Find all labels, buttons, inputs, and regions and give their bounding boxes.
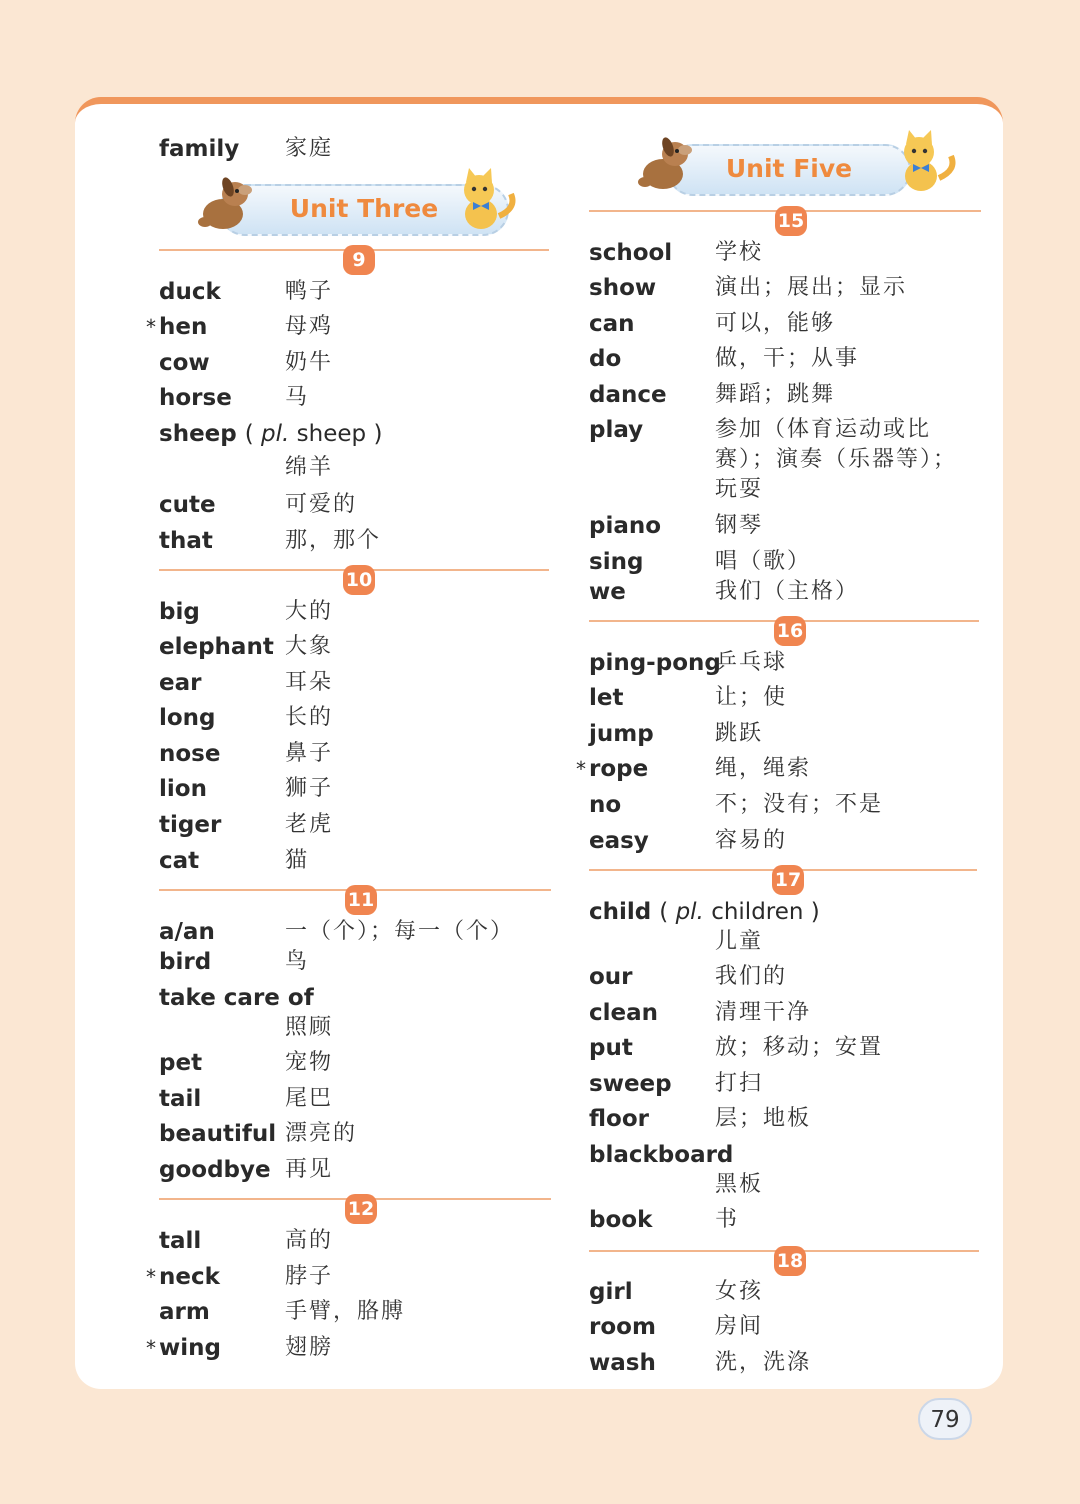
meaning: 母鸡 bbox=[285, 314, 334, 339]
meaning: 漂亮的 bbox=[285, 1121, 358, 1146]
meaning: 可爱的 bbox=[285, 492, 358, 517]
word: ear bbox=[159, 670, 202, 696]
word: sheep bbox=[159, 421, 237, 447]
word: we bbox=[589, 579, 626, 605]
word: bird bbox=[159, 949, 212, 975]
word: neck bbox=[159, 1264, 220, 1290]
meaning: 做，干；从事 bbox=[715, 346, 860, 371]
section-number-badge: 16 bbox=[774, 616, 806, 646]
word: nose bbox=[159, 741, 221, 767]
word: tall bbox=[159, 1228, 202, 1254]
vocabulary-panel bbox=[75, 97, 1003, 1389]
dog-icon bbox=[193, 170, 257, 232]
meaning: 乒乓球 bbox=[715, 650, 788, 675]
dog-icon bbox=[633, 130, 697, 192]
meaning: 女孩 bbox=[715, 1279, 764, 1304]
word: long bbox=[159, 705, 216, 731]
word: lion bbox=[159, 776, 207, 802]
meaning: 黑板 bbox=[715, 1172, 764, 1197]
word: that bbox=[159, 528, 213, 554]
plural-word: sheep bbox=[296, 421, 367, 447]
paren-open: ( bbox=[244, 421, 254, 447]
meaning: 大象 bbox=[285, 634, 334, 659]
meaning: 演出；展出；显示 bbox=[715, 275, 908, 300]
meaning: 耳朵 bbox=[285, 670, 334, 695]
word: school bbox=[589, 240, 673, 266]
meaning: 学校 bbox=[715, 240, 764, 265]
meaning: 鸭子 bbox=[285, 279, 334, 304]
meaning: 翅膀 bbox=[285, 1335, 334, 1360]
word: piano bbox=[589, 513, 662, 539]
section-number-badge: 9 bbox=[343, 245, 375, 275]
meaning: 高的 bbox=[285, 1228, 334, 1253]
unit-five-banner bbox=[667, 144, 911, 196]
meaning: 舞蹈；跳舞 bbox=[715, 382, 836, 407]
word: hen bbox=[159, 314, 208, 340]
plural-prefix: pl. bbox=[675, 899, 704, 925]
meaning: 奶牛 bbox=[285, 350, 334, 375]
meaning: 洗，洗涤 bbox=[715, 1350, 812, 1375]
word: tail bbox=[159, 1086, 202, 1112]
word: cute bbox=[159, 492, 216, 518]
word: child bbox=[589, 899, 652, 925]
word: pet bbox=[159, 1050, 203, 1076]
star-mark: * bbox=[146, 315, 156, 339]
word: cat bbox=[159, 848, 200, 874]
word: book bbox=[589, 1207, 653, 1233]
plural-form bbox=[659, 899, 820, 925]
meaning: 绵羊 bbox=[285, 455, 334, 480]
cat-icon bbox=[889, 126, 959, 196]
word: floor bbox=[589, 1106, 649, 1132]
word: elephant bbox=[159, 634, 274, 660]
cat-icon bbox=[449, 164, 519, 234]
unit-title: Unit Three bbox=[289, 194, 439, 223]
word: put bbox=[589, 1035, 633, 1061]
word: dance bbox=[589, 382, 667, 408]
meaning: 长的 bbox=[285, 705, 334, 730]
meaning: 鸟 bbox=[285, 949, 310, 974]
word: goodbye bbox=[159, 1157, 271, 1183]
meaning: 大的 bbox=[285, 599, 334, 624]
word: tiger bbox=[159, 812, 222, 838]
meaning: 家庭 bbox=[285, 136, 334, 161]
section-number-badge: 10 bbox=[343, 565, 375, 595]
meaning: 猫 bbox=[285, 848, 310, 873]
meaning: 让；使 bbox=[715, 685, 788, 710]
meaning: 那，那个 bbox=[285, 528, 382, 553]
section-number-badge: 15 bbox=[775, 206, 807, 236]
meaning: 清理干净 bbox=[715, 1000, 812, 1025]
meaning: 一（个）；每一（个） bbox=[285, 919, 515, 944]
star-mark: * bbox=[146, 1336, 156, 1360]
word: duck bbox=[159, 279, 221, 305]
meaning: 放；移动；安置 bbox=[715, 1035, 884, 1060]
word: wash bbox=[589, 1350, 656, 1376]
section-number-badge: 12 bbox=[345, 1194, 377, 1224]
word: can bbox=[589, 311, 635, 337]
word-with-plural bbox=[589, 897, 820, 927]
word: cow bbox=[159, 350, 210, 376]
word: do bbox=[589, 346, 622, 372]
meaning: 容易的 bbox=[715, 828, 788, 853]
word: room bbox=[589, 1314, 656, 1340]
unit-title: Unit Five bbox=[725, 154, 853, 183]
paren-close: ) bbox=[810, 899, 820, 925]
word: our bbox=[589, 964, 633, 990]
word: sweep bbox=[589, 1071, 672, 1097]
word: horse bbox=[159, 385, 232, 411]
word: sing bbox=[589, 549, 644, 575]
word: show bbox=[589, 275, 657, 301]
meaning: 我们的 bbox=[715, 964, 788, 989]
meaning: 唱（歌） bbox=[715, 549, 812, 574]
meaning: 钢琴 bbox=[715, 513, 764, 538]
meaning: 脖子 bbox=[285, 1264, 334, 1289]
meaning: 参加（体育运动或比赛）；演奏（乐器等）；玩耍 bbox=[715, 417, 958, 502]
word: a/an bbox=[159, 919, 215, 945]
section-number-badge: 11 bbox=[345, 885, 377, 915]
star-mark: * bbox=[146, 1265, 156, 1289]
paren-close: ) bbox=[373, 421, 383, 447]
meaning: 老虎 bbox=[285, 812, 334, 837]
meaning: 宠物 bbox=[285, 1050, 334, 1075]
meaning: 鼻子 bbox=[285, 741, 334, 766]
word: rope bbox=[589, 756, 649, 782]
word: let bbox=[589, 685, 624, 711]
word: no bbox=[589, 792, 622, 818]
meaning: 手臂，胳膊 bbox=[285, 1299, 406, 1324]
word: easy bbox=[589, 828, 649, 854]
meaning: 照顾 bbox=[285, 1015, 334, 1040]
word: play bbox=[589, 417, 644, 443]
meaning: 狮子 bbox=[285, 776, 334, 801]
section-number-badge: 18 bbox=[774, 1246, 806, 1276]
word: family bbox=[159, 136, 240, 162]
plural-word: children bbox=[711, 899, 804, 925]
meaning: 马 bbox=[285, 385, 310, 410]
meaning: 儿童 bbox=[715, 929, 764, 954]
word: take care of bbox=[159, 985, 314, 1011]
section-number-badge: 17 bbox=[772, 865, 804, 895]
word: blackboard bbox=[589, 1142, 734, 1168]
plural-prefix: pl. bbox=[261, 421, 290, 447]
paren-open: ( bbox=[659, 899, 669, 925]
star-mark: * bbox=[576, 757, 586, 781]
word: beautiful bbox=[159, 1121, 277, 1147]
meaning: 可以，能够 bbox=[715, 311, 836, 336]
word: girl bbox=[589, 1279, 633, 1305]
word: clean bbox=[589, 1000, 659, 1026]
word-with-plural bbox=[159, 419, 382, 449]
word: wing bbox=[159, 1335, 221, 1361]
meaning: 尾巴 bbox=[285, 1086, 334, 1111]
meaning: 绳，绳索 bbox=[715, 756, 812, 781]
meaning: 不；没有；不是 bbox=[715, 792, 884, 817]
word: ping-pong bbox=[589, 650, 721, 676]
meaning: 再见 bbox=[285, 1157, 334, 1182]
meaning: 房间 bbox=[715, 1314, 764, 1339]
word: jump bbox=[589, 721, 654, 747]
word: big bbox=[159, 599, 200, 625]
meaning: 跳跃 bbox=[715, 721, 764, 746]
word: arm bbox=[159, 1299, 210, 1325]
meaning: 打扫 bbox=[715, 1071, 764, 1096]
meaning: 层；地板 bbox=[715, 1106, 812, 1131]
meaning: 书 bbox=[715, 1207, 740, 1232]
page-number: 79 bbox=[918, 1398, 972, 1440]
meaning: 我们（主格） bbox=[715, 579, 860, 604]
plural-form bbox=[245, 421, 383, 447]
